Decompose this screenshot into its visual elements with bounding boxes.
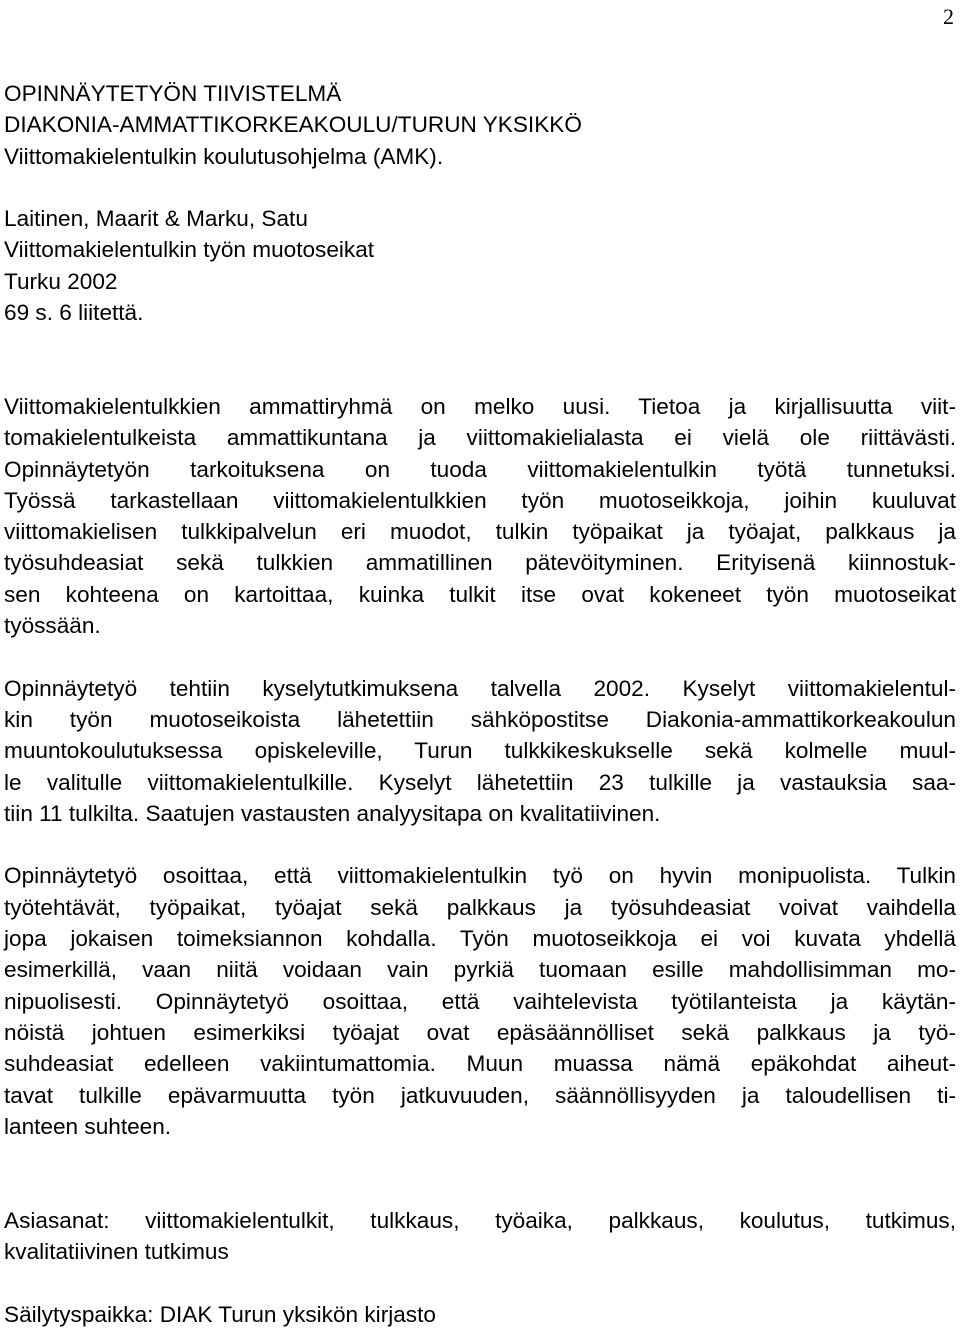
text-line: suhdeasiat edelleen vakiintumattomia. Muun muassa nämä epäkohdat aiheut- <box>4 1051 956 1077</box>
text-line: Opinnäytetyö osoittaa, että viittomakielentulkin työ on hyvin monipuolista. Tulkin <box>4 863 956 889</box>
page-number: 2 <box>943 4 954 29</box>
spacer <box>4 1173 956 1204</box>
abstract-paragraph-3 <box>4 860 956 1142</box>
text-line: työsuhdeasiat sekä tulkkien ammatillinen pätevöityminen. Erityisenä kiinnostuk- <box>4 550 956 576</box>
text-line: työssään. <box>4 613 101 639</box>
abstract-header <box>4 78 956 172</box>
text-line: sen kohteena on kartoittaa, kuinka tulkit itse ovat kokeneet työn muotoseikat <box>4 581 956 607</box>
text-line: tomakielentulkeista ammattikuntana ja viittomakielialasta ei vielä ole riittävästi. <box>4 425 956 451</box>
spacer <box>4 829 956 860</box>
pages-line: 69 s. 6 liitettä. <box>4 300 144 326</box>
spacer <box>4 172 956 203</box>
storage-location: Säilytyspaikka: DIAK Turun yksikön kirjasto <box>4 1301 436 1327</box>
place-year-line: Turku 2002 <box>4 268 118 294</box>
text-line: kin työn muotoseikoista lähetettiin sähköpostitse Diakonia-ammattikorkeakoulun <box>4 706 956 732</box>
text-line: työtehtävät, työpaikat, työajat sekä palkkaus ja työsuhdeasiat voivat vaihdella <box>4 894 956 920</box>
spacer <box>4 641 956 672</box>
text-line: Opinnäytetyö tehtiin kyselytutkimuksena talvella 2002. Kyselyt viittomakielentul- <box>4 675 956 701</box>
text-line: le valitulle viittomakielentulkille. Kyselyt lähetettiin 23 tulkille ja vastauksia saa- <box>4 769 956 795</box>
degree-programme-line: Viittomakielentulkin koulutusohjelma (AMK). <box>4 143 444 169</box>
text-line: nöistä johtuen esimerkiksi työajat ovat epäsäännölliset sekä palkkaus ja työ- <box>4 1019 956 1045</box>
text-line: Opinnäytetyön tarkoituksena on tuoda viittomakielentulkin työtä tunnetuksi. <box>4 456 956 482</box>
text-line: tiin 11 tulkilta. Saatujen vastausten analyysitapa on kvalitatiivinen. <box>4 800 661 826</box>
keywords-line: Asiasanat: viittomakielentulkit, tulkkaus, työaika, palkkaus, koulutus, tutkimus, <box>4 1207 956 1233</box>
text-line: Viittomakielentulkkien ammattiryhmä on melko uusi. Tietoa ja kirjallisuutta viit- <box>4 393 956 419</box>
spacer <box>4 328 956 359</box>
document-body <box>4 78 956 1330</box>
text-line: jopa jokaisen toimeksiannon kohdalla. Työn muotoseikkoja ei voi kuvata yhdellä <box>4 926 956 952</box>
text-line: esimerkillä, vaan niitä voidaan vain pyrkiä tuomaan esille mahdollisimman mo- <box>4 957 956 983</box>
text-line: Työssä tarkastellaan viittomakielentulkkien työn muotoseikkoja, joihin kuuluvat <box>4 487 956 513</box>
institution-line: DIAKONIA-AMMATTIKORKEAKOULU/TURUN YKSIKKÖ <box>4 112 582 138</box>
keywords <box>4 1205 956 1268</box>
abstract-paragraph-1 <box>4 391 956 641</box>
text-line: nipuolisesti. Opinnäytetyö osoittaa, että vaihtelevista työtilanteista ja käytän- <box>4 988 956 1014</box>
text-line: lanteen suhteen. <box>4 1113 172 1139</box>
abstract-paragraph-2 <box>4 673 956 829</box>
text-line: viittomakielisen tulkkipalvelun eri muodot, tulkin työpaikat ja työajat, palkkaus ja <box>4 519 956 545</box>
thesis-info <box>4 203 956 328</box>
spacer <box>4 360 956 391</box>
authors-line: Laitinen, Maarit & Marku, Satu <box>4 206 308 232</box>
text-line: tavat tulkille epävarmuutta työn jatkuvuuden, säännöllisyyden ja taloudellisen ti- <box>4 1082 956 1108</box>
thesis-title-line: Viittomakielentulkin työn muotoseikat <box>4 237 375 263</box>
spacer <box>4 1267 956 1298</box>
keywords-line: kvalitatiivinen tutkimus <box>4 1238 229 1264</box>
spacer <box>4 1142 956 1173</box>
document-title: OPINNÄYTETYÖN TIIVISTELMÄ <box>4 81 342 106</box>
text-line: muuntokoulutuksessa opiskeleville, Turun tulkkikeskukselle sekä kolmelle muul- <box>4 738 956 764</box>
